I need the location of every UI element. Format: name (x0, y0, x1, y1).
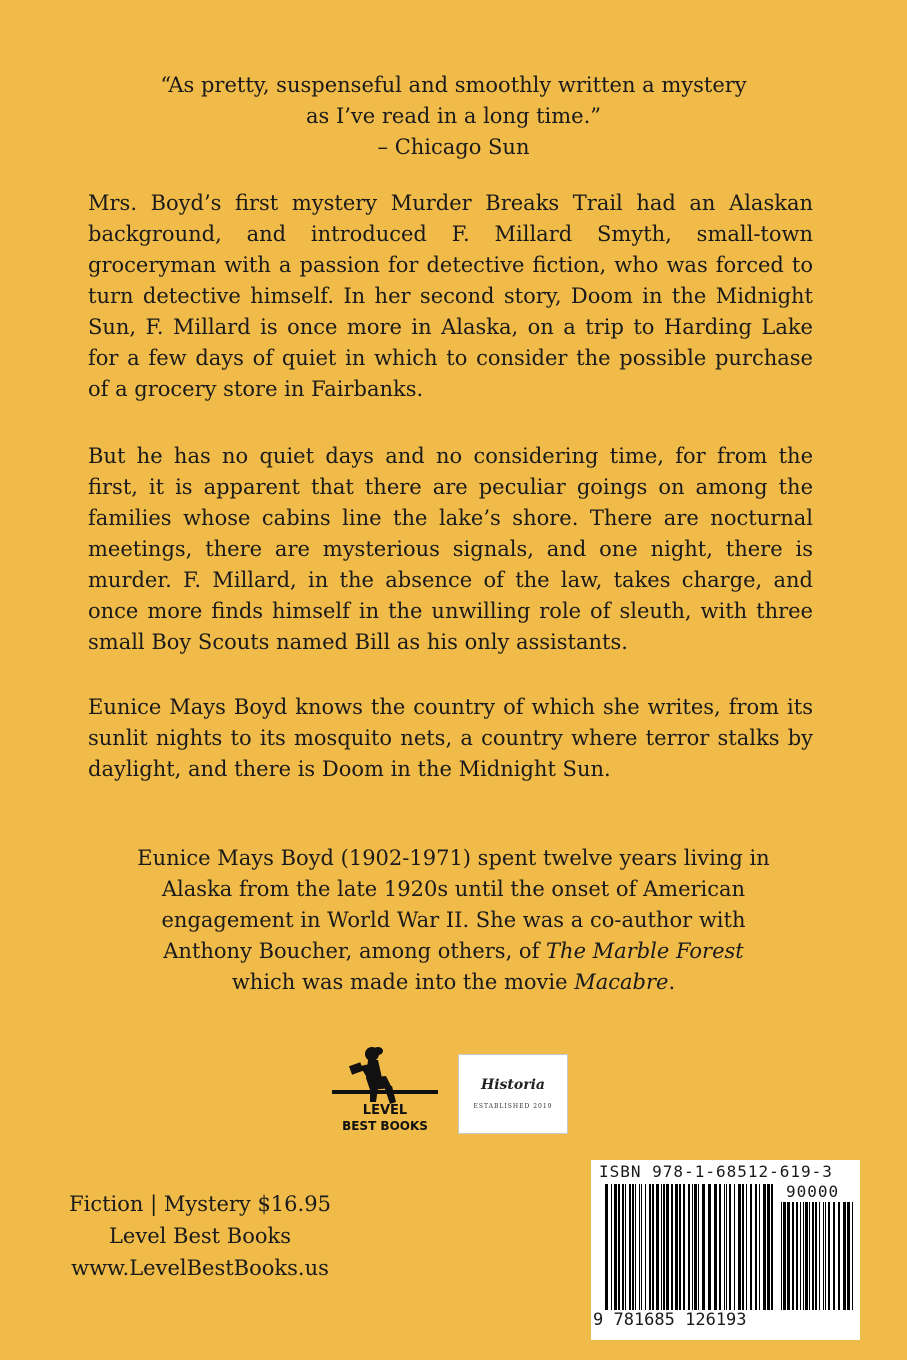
barcode-bar (629, 1184, 631, 1310)
description-paragraph-2: But he has no quiet days and no considering time, for from the first, it is apparent that there are peculiar goings on among the families whose cabins line the lake’s shore. There are nocturnal meetings, there are mysterious signals, and one night, there is murder. F. Millard, in the absence of the law, takes charge, and once more finds himself in the unwilling role of sleuth, with three small Boy Scouts named Bill as his only assistants. (88, 444, 813, 654)
barcode-bar (803, 1202, 804, 1310)
barcode-bar (828, 1202, 830, 1310)
barcode-bar (635, 1184, 636, 1310)
barcode-bar (805, 1202, 808, 1310)
barcode-bar (809, 1202, 810, 1310)
barcode-bar (783, 1202, 786, 1310)
barcode-bar (702, 1184, 705, 1310)
barcode-bar (625, 1184, 626, 1310)
quote-line-2: as I’ve read in a long time.” (305, 104, 602, 128)
publisher-name: Level Best Books (108, 1224, 292, 1248)
barcode-bar (825, 1202, 826, 1310)
bio-line-4-text: Anthony Boucher, among others, of (163, 939, 547, 963)
barcode-bar (671, 1184, 673, 1310)
barcode-bar (724, 1184, 725, 1310)
book-title-marble-forest: The Marble Forest (546, 939, 744, 963)
barcode-bar (714, 1184, 717, 1310)
barcode-bar (796, 1202, 798, 1310)
barcode-bar (618, 1184, 620, 1310)
barcode-bar (666, 1184, 669, 1310)
barcode-bar (632, 1184, 634, 1310)
barcode-bar (843, 1202, 846, 1310)
bio-line-3: engagement in World War II. She was a co-author with (161, 908, 746, 932)
quote-line-1: “As pretty, suspenseful and smoothly written a mystery (160, 73, 747, 97)
barcode-bar (729, 1184, 731, 1310)
barcode-bars (605, 1184, 775, 1310)
price-code: 90000 (786, 1182, 840, 1201)
barcode-bar (611, 1184, 612, 1310)
barcode-bar (726, 1184, 727, 1310)
barcode-bar (641, 1184, 642, 1310)
category-price: Fiction | Mystery $16.95 (69, 1192, 331, 1216)
barcode-bar (823, 1202, 824, 1310)
bio-line-5 (110, 967, 797, 998)
description-paragraph-3: Eunice Mays Boyd knows the country of which she writes, from its sunlit nights to its mosquito nets, a country where terror stalks by daylight, and there is Doom in the Midnight Sun. (88, 695, 813, 781)
author-bio (110, 843, 797, 998)
barcode-bar (605, 1184, 608, 1310)
barcode-bar (698, 1184, 699, 1310)
description-paragraph-1: Mrs. Boyd’s first mystery Murder Breaks Trail had an Alaskan background, and introduced F. Millard Smyth, small-town groceryman with a passion for detective fiction, who was forced to turn detective himself. In her second story, Doom in the Midnight Sun, F. Millard is once more in Alaska, on a trip to Harding Lake for a few days of quiet in which to consider the possible purchase of a grocery store in Fairbanks. (88, 191, 813, 401)
barcode-bar (719, 1184, 721, 1310)
barcode-bar (639, 1184, 640, 1310)
barcode-bar (815, 1202, 817, 1310)
barcode-bar (819, 1202, 820, 1310)
barcode-bar (750, 1184, 752, 1310)
review-quote (120, 70, 787, 163)
price-barcode-bars (781, 1202, 853, 1310)
isbn-barcode (591, 1160, 860, 1340)
barcode-bar (675, 1184, 678, 1310)
barcode-bar (708, 1184, 711, 1310)
barcode-bar (692, 1184, 693, 1310)
barcode-bar (800, 1202, 801, 1310)
barcode-bar (652, 1184, 654, 1310)
barcode-bar (781, 1202, 782, 1310)
bio-line-5-text: which was made into the movie (231, 970, 575, 994)
level-best-books-logo (330, 1040, 440, 1140)
quote-attribution: – Chicago Sun (377, 135, 530, 159)
barcode-bar (742, 1184, 744, 1310)
historia-logo-name: Historia (481, 1077, 545, 1093)
barcode-bar (792, 1202, 794, 1310)
barcode-bar (812, 1202, 814, 1310)
barcode-bar (688, 1184, 690, 1310)
barcode-bar (847, 1202, 850, 1310)
barcode-bar (852, 1202, 853, 1310)
barcode-bar (787, 1202, 790, 1310)
barcode-bar (679, 1184, 681, 1310)
barcode-bar (833, 1202, 835, 1310)
barcode-bar (771, 1184, 773, 1310)
isbn-digits: 9 781685 126193 (593, 1310, 747, 1330)
barcode-bar (649, 1184, 651, 1310)
barcode-bar (755, 1184, 757, 1310)
barcode-bar (614, 1184, 617, 1310)
barcode-bar (838, 1202, 840, 1310)
barcode-bar (759, 1184, 760, 1310)
lbb-logo-line-1: LEVEL (362, 1103, 408, 1118)
lbb-logo-line-2: BEST BOOKS (342, 1119, 428, 1133)
historia-logo-established: ESTABLISHED 2019 (473, 1103, 553, 1110)
barcode-bar (656, 1184, 659, 1310)
barcode-bar (645, 1184, 646, 1310)
barcode-bar (738, 1184, 741, 1310)
barcode-bar (767, 1184, 770, 1310)
publisher-info (60, 1188, 340, 1284)
barcode-bar (622, 1184, 624, 1310)
bio-line-5-end: . (668, 970, 676, 994)
publisher-url: www.LevelBestBooks.us (71, 1256, 329, 1280)
barcode-bar (663, 1184, 665, 1310)
barcode-bar (763, 1184, 766, 1310)
movie-title-macabre: Macabre (574, 970, 669, 994)
bio-line-2: Alaska from the late 1920s until the onset of American (161, 877, 746, 901)
historia-logo (458, 1054, 568, 1134)
barcode-bar (734, 1184, 735, 1310)
barcode-bar (683, 1184, 685, 1310)
bio-line-4 (110, 936, 797, 967)
barcode-bar (746, 1184, 747, 1310)
barcode-bar (694, 1184, 697, 1310)
bio-line-1: Eunice Mays Boyd (1902-1971) spent twelve years living in (137, 846, 770, 870)
isbn-label: ISBN 978-1-68512-619-3 (599, 1162, 833, 1181)
barcode-bar (661, 1184, 662, 1310)
